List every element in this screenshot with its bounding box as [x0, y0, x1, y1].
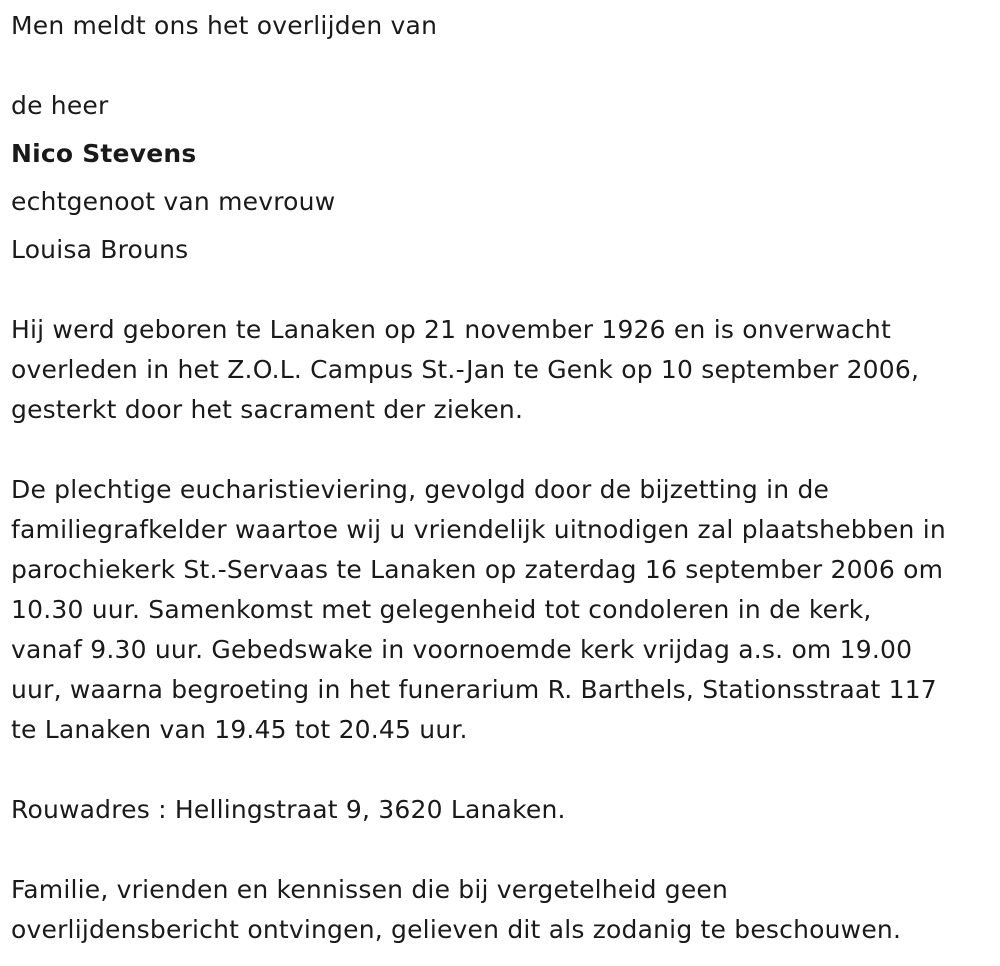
paragraph-line: De plechtige eucharistieviering, gevolgd door de bijzetting in de [11, 475, 830, 504]
paragraph-line: parochiekerk St.-Servaas te Lanaken op zaterdag 16 september 2006 om [11, 555, 944, 584]
spouse-label: echtgenoot van mevrouw [11, 187, 336, 216]
paragraph-line: Hij werd geboren te Lanaken op 21 november 1926 en is onverwacht [11, 315, 891, 344]
paragraph-line: Familie, vrienden en kennissen die bij vergetelheid geen [11, 875, 729, 904]
deceased-name: Nico Stevens [11, 139, 197, 168]
paragraph-line: overlijdensbericht ontvingen, gelieven dit als zodanig te beschouwen. [11, 915, 902, 944]
paragraph-line: overleden in het Z.O.L. Campus St.-Jan te Genk op 10 september 2006, [11, 355, 920, 384]
spouse-name: Louisa Brouns [11, 235, 189, 264]
mourning-address: Rouwadres : Hellingstraat 9, 3620 Lanaken. [11, 795, 566, 824]
paragraph-line: te Lanaken van 19.45 tot 20.45 uur. [11, 715, 468, 744]
paragraph-line: familiegrafkelder waartoe wij u vriendelijk uitnodigen zal plaatshebben in [11, 515, 946, 544]
intro-text: Men meldt ons het overlijden van [11, 11, 438, 40]
title-prefix: de heer [11, 91, 109, 120]
paragraph-line: vanaf 9.30 uur. Gebedswake in voornoemde kerk vrijdag a.s. om 19.00 [11, 635, 913, 664]
paragraph-line: uur, waarna begroeting in het funerarium R. Barthels, Stationsstraat 117 [11, 675, 937, 704]
paragraph-line: gesterkt door het sacrament der zieken. [11, 395, 524, 424]
paragraph-line: 10.30 uur. Samenkomst met gelegenheid tot condoleren in de kerk, [11, 595, 872, 624]
